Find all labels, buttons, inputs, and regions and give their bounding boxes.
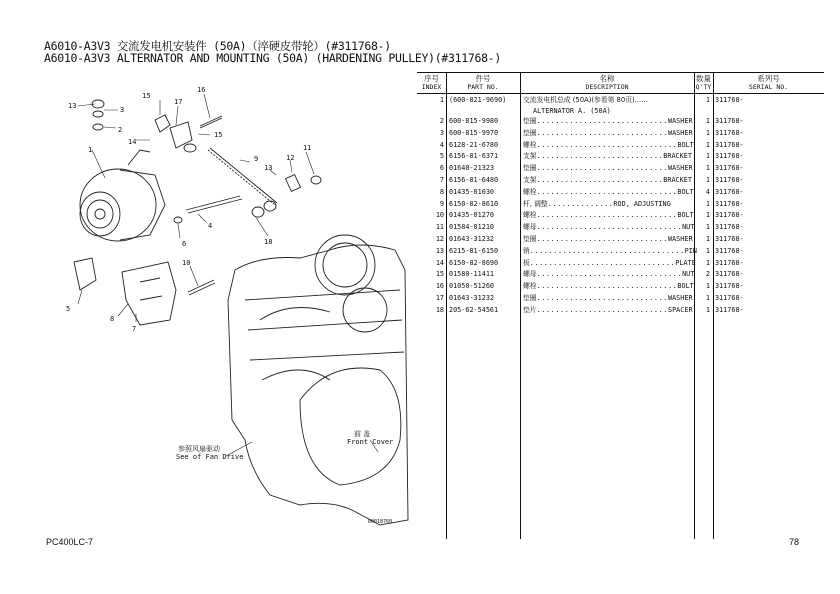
callout-12: 12 — [286, 154, 295, 162]
callout-13b: 13 — [264, 164, 273, 172]
figure-code: 00018760 — [368, 519, 393, 525]
callout-8: 8 — [110, 315, 115, 323]
row-description-en: BRACKET — [663, 176, 692, 184]
callout-2: 2 — [118, 126, 123, 134]
table-row — [417, 293, 824, 305]
row-index: 10 — [435, 211, 444, 220]
row-description-en: ALTERNATOR A. (50A) — [533, 107, 611, 115]
row-index: 12 — [435, 235, 444, 243]
row-index: 2 — [439, 117, 444, 125]
row-serial: 311768- — [715, 152, 744, 161]
row-part-no: 01435-01270 — [449, 211, 495, 220]
callout-15a: 15 — [142, 92, 151, 100]
row-index: 15 — [435, 270, 444, 279]
row-description-cn: 支架 — [523, 176, 537, 184]
row-description-cn: 螺栓 — [523, 187, 537, 196]
row-part-no: 6156-81-6371 — [449, 152, 499, 161]
table-row — [417, 234, 824, 246]
row-description — [523, 281, 693, 293]
row-index: 14 — [435, 258, 444, 267]
row-qty: 1 — [705, 211, 710, 220]
row-index: 17 — [435, 294, 444, 302]
row-description-cn: 螺母 — [523, 223, 537, 232]
row-description — [523, 199, 693, 211]
row-index: 3 — [439, 128, 444, 137]
row-part-no: 01050-51260 — [449, 282, 495, 291]
row-description — [523, 175, 693, 187]
callout-4: 4 — [208, 222, 213, 230]
table-row — [417, 258, 824, 270]
header-serial: 系列号 SERIAL NO. — [748, 74, 789, 91]
page-title-cn: A6010-A3V3 交流发电机安装件 (50A)（淬硬皮带轮）(#311768-) — [44, 39, 391, 53]
row-serial: 311768- — [715, 96, 744, 104]
row-description-en: BRACKET — [663, 152, 692, 161]
row-description — [523, 305, 693, 317]
row-description-cn: 垫圈 — [523, 128, 537, 137]
row-part-no: 01643-31232 — [449, 294, 495, 302]
table-header-rule — [417, 93, 824, 94]
row-description-cn: 螺栓 — [523, 282, 537, 291]
row-description-cn: 垫片 — [523, 305, 537, 314]
row-description-cn: 板 — [523, 258, 530, 267]
row-part-no: 205-62-54561 — [449, 305, 499, 314]
row-serial: 311768- — [715, 246, 744, 255]
row-index: 5 — [439, 152, 444, 161]
leader-dots: ............................ — [536, 235, 668, 243]
row-qty: 1 — [705, 235, 710, 243]
callout-1: 1 — [88, 146, 93, 154]
callout-11: 11 — [303, 144, 312, 152]
exploded-parts-diagram — [0, 0, 420, 540]
row-description — [523, 163, 693, 175]
row-qty: 1 — [705, 223, 710, 232]
model-code: PC400LC-7 — [46, 537, 94, 547]
leader-dots: .............................. — [536, 140, 678, 149]
table-row — [417, 305, 824, 317]
row-description — [523, 246, 697, 258]
row-qty: 2 — [705, 270, 710, 279]
callout-10: 10 — [182, 259, 191, 267]
row-description-en: BOLT — [677, 282, 694, 291]
fan-drive-label-en: See of Fan Drive — [176, 453, 244, 461]
row-qty: 1 — [705, 96, 710, 104]
header-description: 名称 DESCRIPTION — [585, 74, 629, 91]
row-part-no: (600-821-9690) — [449, 96, 507, 104]
row-serial: 311768- — [715, 140, 744, 149]
leader-dots: ........................... — [536, 152, 664, 161]
row-qty: 1 — [705, 140, 710, 149]
callout-5: 5 — [66, 305, 71, 313]
row-description-en: PLATE — [675, 258, 696, 267]
row-part-no: 01580-11411 — [449, 270, 495, 279]
callout-15b: 15 — [214, 131, 223, 139]
row-qty: 1 — [705, 152, 710, 161]
leader-dots: ................................. — [529, 246, 685, 255]
leader-dots: ............................... — [536, 270, 683, 279]
leader-dots: ............................ — [536, 164, 668, 173]
row-qty: 1 — [705, 176, 710, 184]
row-description-cn: 销 — [523, 246, 530, 255]
leader-dots: .............. — [547, 199, 614, 208]
table-row — [417, 187, 824, 199]
row-qty: 1 — [705, 199, 710, 208]
front-cover-label-cn: 前 盖 — [354, 430, 371, 438]
row-description — [523, 258, 696, 270]
row-description — [523, 116, 693, 128]
row-serial: 311768- — [715, 282, 744, 291]
row-description — [523, 128, 693, 140]
row-serial: 311768- — [715, 176, 744, 184]
row-serial: 311768- — [715, 164, 744, 173]
row-serial: 311768- — [715, 305, 744, 314]
row-index: 1 — [439, 96, 444, 104]
row-description-cn: 螺母 — [523, 270, 537, 279]
page-number: 78 — [789, 537, 800, 547]
leader-dots: ............................ — [536, 305, 668, 314]
row-description-cn: 垫圈 — [523, 235, 537, 243]
row-description-en: WASHER — [667, 117, 693, 125]
row-description-cn: 垫圈 — [523, 294, 537, 302]
leader-dots: ........................... — [536, 176, 664, 184]
leader-dots: .............................. — [536, 187, 678, 196]
row-description-en: WASHER — [667, 128, 693, 137]
table-row — [417, 116, 824, 128]
row-serial: 311768- — [715, 294, 744, 302]
row-serial: 311768- — [715, 187, 744, 196]
row-serial: 311768- — [715, 128, 744, 137]
row-part-no: 6128-21-6780 — [449, 140, 499, 149]
row-index: 18 — [435, 305, 444, 314]
row-qty: 1 — [705, 282, 710, 291]
parts-table — [417, 72, 824, 539]
row-index: 11 — [435, 223, 444, 232]
row-part-no: 01584-01210 — [449, 223, 495, 232]
table-row — [417, 175, 824, 187]
row-serial: 311768- — [715, 270, 744, 279]
row-description-en: BOLT — [677, 211, 694, 220]
front-cover-label-en: Front Cover — [347, 438, 394, 446]
row-part-no: 6150-82-8610 — [449, 199, 499, 208]
row-qty: 1 — [705, 305, 710, 314]
row-description-en: NUT — [682, 270, 695, 279]
leader-dots: ............................ — [536, 117, 668, 125]
row-index: 16 — [435, 282, 444, 291]
row-qty: 1 — [705, 246, 710, 255]
leader-dots: ............................... — [536, 223, 683, 232]
row-description — [523, 151, 693, 163]
row-index: 13 — [435, 246, 444, 255]
row-part-no: 6150-82-8690 — [449, 258, 499, 267]
callout-6: 6 — [182, 240, 187, 248]
table-row — [417, 222, 824, 234]
row-index: 8 — [439, 187, 444, 196]
callout-13: 13 — [68, 102, 77, 110]
callout-16: 16 — [197, 86, 206, 94]
row-qty: 1 — [705, 294, 710, 302]
table-row — [417, 246, 824, 258]
row-part-no: 01643-31232 — [449, 235, 495, 243]
row-description — [523, 234, 693, 246]
row-description — [523, 222, 693, 234]
row-description-en: NUT — [682, 223, 695, 232]
row-serial: 311768- — [715, 117, 744, 125]
row-part-no: 600-815-9970 — [449, 128, 499, 137]
row-index: 4 — [439, 140, 444, 149]
row-part-no: 6215-81-6150 — [449, 246, 499, 255]
header-qty: 数量 Q'TY — [695, 74, 712, 91]
table-top-rule — [417, 72, 824, 73]
row-description-en: WASHER — [667, 294, 693, 302]
callout-7: 7 — [132, 325, 137, 333]
row-serial: 311768- — [715, 199, 744, 208]
fan-drive-label-cn: 参照风扇驱动 — [178, 445, 220, 453]
callout-18: 18 — [264, 238, 273, 246]
row-qty: 1 — [705, 258, 710, 267]
leader-dots: ............................ — [536, 294, 668, 302]
row-serial: 311768- — [715, 223, 744, 232]
header-part-no: 件号 PART NO. — [467, 74, 499, 91]
table-row — [417, 151, 824, 163]
table-row — [417, 140, 824, 152]
row-index: 9 — [439, 199, 444, 208]
row-description-en: PIN — [684, 246, 697, 255]
row-serial: 311768- — [715, 235, 744, 243]
table-row — [417, 269, 824, 281]
row-description — [523, 293, 693, 305]
row-description-cn: 交流发电机总成 (50A)(参看第 80页)...... — [523, 96, 648, 104]
row-index: 7 — [439, 176, 444, 184]
row-description-en: WASHER — [667, 235, 693, 243]
row-part-no: 6156-81-6480 — [449, 176, 499, 184]
row-description-en: BOLT — [677, 187, 694, 196]
table-row — [417, 128, 824, 140]
row-qty: 1 — [705, 117, 710, 125]
row-index: 6 — [439, 164, 444, 173]
row-description-cn: 垫圈 — [523, 117, 537, 125]
row-qty: 1 — [705, 128, 710, 137]
row-part-no: 600-815-9980 — [449, 117, 499, 125]
table-row — [417, 281, 824, 293]
row-description — [523, 269, 693, 281]
row-description-cn: 螺栓 — [523, 140, 537, 149]
row-serial: 311768- — [715, 211, 744, 220]
table-row — [417, 199, 824, 211]
row-description-cn: 螺栓 — [523, 211, 537, 220]
callout-17: 17 — [174, 98, 183, 106]
table-row — [417, 163, 824, 175]
row-description-en: SPACER — [667, 305, 693, 314]
row-description — [523, 140, 693, 152]
callout-9: 9 — [254, 155, 259, 163]
row-serial: 311768- — [715, 258, 744, 267]
row-part-no: 01435-01030 — [449, 187, 495, 196]
leader-dots: .............................. — [536, 211, 678, 220]
leader-dots: .............................. — [536, 282, 678, 291]
row-description-en: WASHER — [667, 164, 693, 173]
table-row — [417, 210, 824, 222]
row-description-cn: 支架 — [523, 152, 537, 161]
row-description-en: BOLT — [677, 140, 694, 149]
row-description-cn: 杆, 调整 — [523, 199, 548, 208]
callout-14: 14 — [128, 138, 137, 146]
row-part-no: 01640-21323 — [449, 164, 495, 173]
row-description-en: ROD, ADJUSTING — [613, 199, 671, 208]
table-row — [417, 95, 824, 115]
row-description — [523, 187, 693, 199]
row-qty: 1 — [705, 164, 710, 173]
page-title-en: A6010-A3V3 ALTERNATOR AND MOUNTING (50A) (HARDENING PULLEY)(#311768-) — [44, 51, 502, 65]
leader-dots: ............................... — [529, 258, 676, 267]
row-description — [523, 95, 693, 116]
row-description — [523, 210, 693, 222]
row-qty: 4 — [705, 187, 710, 196]
row-description-cn: 垫圈 — [523, 164, 537, 173]
callout-3: 3 — [120, 106, 125, 114]
leader-dots: ............................ — [536, 128, 668, 137]
header-index: 序号 INDEX — [421, 74, 442, 91]
